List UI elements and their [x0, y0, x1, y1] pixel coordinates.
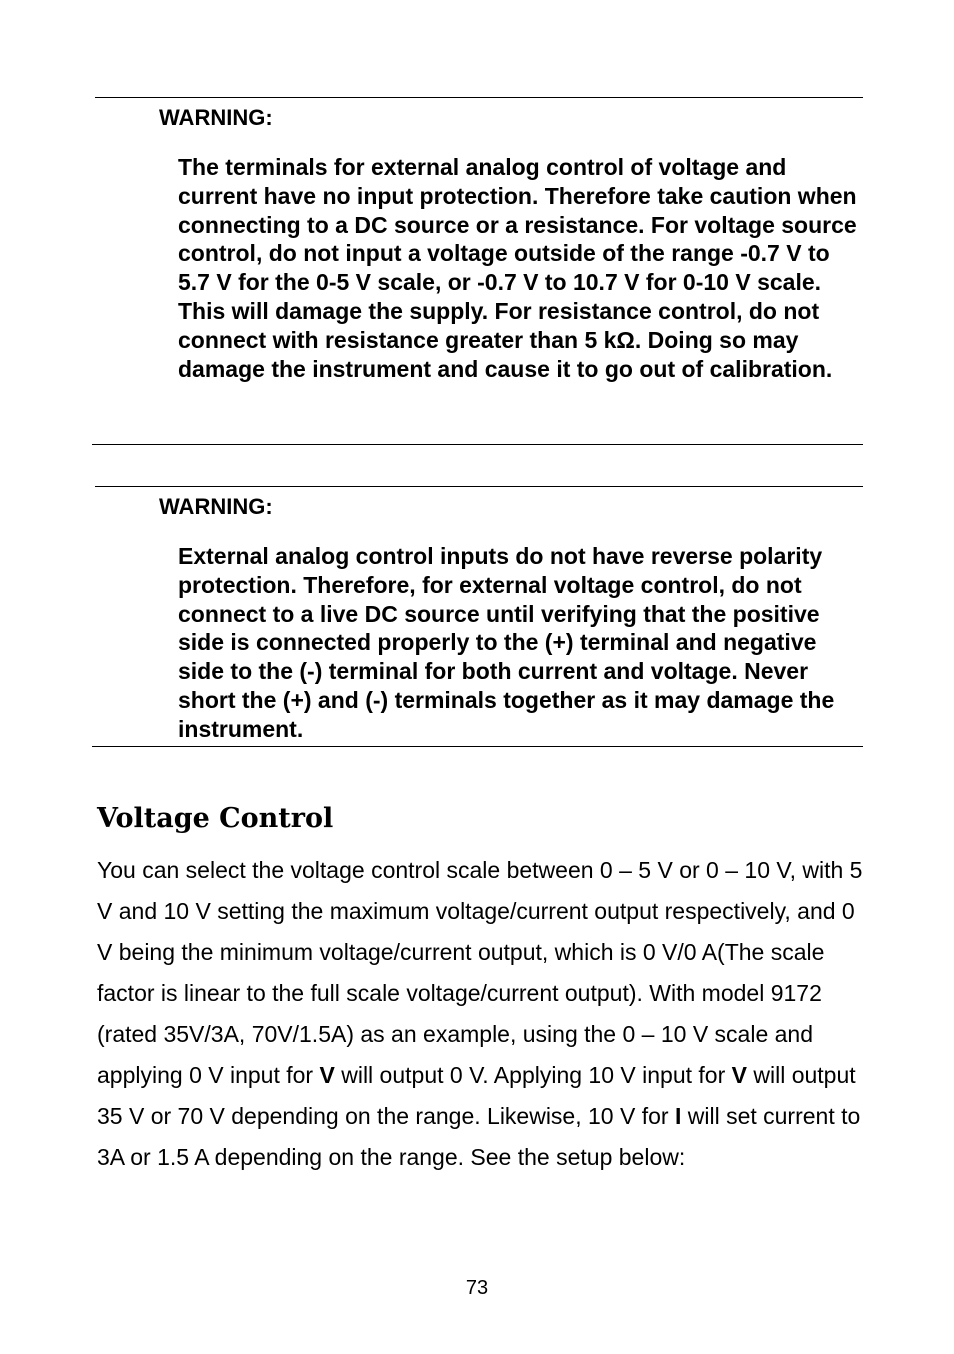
warning-2-title: WARNING: [159, 494, 273, 519]
warning-1-top-rule [95, 97, 863, 98]
warning-2-body: External analog control inputs do not have reverse polarity protection. Therefore, for external voltage control, do not connect to a live DC source until verifying that the positive side is connected properly to the (+) terminal and negative side to the (-) terminal for both current and voltage. Never short the (+) and (-) terminals together as it may damage the instrument. [178, 543, 835, 742]
warning-1-body: The terminals for external analog control of voltage and current have no input protection. Therefore take caution when connecting to a DC source or a resistance. For voltage source control, do not input a voltage outside of the range -0.7 V to 5.7 V for the 0-5 V scale, or -0.7 V to 10.7 V for 0-10 V scale. This will damage the supply. For resistance control, do not connect with resistance greater than 5 kΩ. Doing so may damage the instrument and cause it to go out of calibration. [178, 154, 857, 382]
bold-v-2: V [731, 1062, 747, 1088]
warning-1-bottom-rule [92, 444, 863, 445]
warning-2-top-rule [95, 486, 863, 487]
page-number: 73 [465, 1277, 489, 1299]
warning-2-bottom-rule [92, 746, 863, 747]
paragraph-text-1: You can select the voltage control scale between 0 – 5 V or 0 – 10 V, with 5 V and 10 V setting the maximum voltage/current output respectively, and 0 V being the minimum voltage/current output, which is 0 V/0 A(The scale factor is linear to the full scale voltage/current output). With model 9172 (rated 35V/3A, 70V/1.5A) as an example, using the 0 – 10 V scale and applying 0 V input for [97, 857, 863, 1088]
warning-1-title: WARNING: [159, 105, 273, 130]
body-paragraph [97, 850, 867, 1178]
section-heading: Voltage Control [97, 803, 334, 834]
paragraph-text-4: will set current to 3A or 1.5 A depending on the range. See the setup below: [97, 1103, 861, 1170]
bold-i: I [674, 1103, 682, 1129]
paragraph-text-2: will output 0 V. Applying 10 V input for [334, 1062, 732, 1088]
paragraph-text-3: will output 35 V or 70 V depending on the range. Likewise, 10 V for [97, 1062, 856, 1129]
bold-v-1: V [319, 1062, 335, 1088]
